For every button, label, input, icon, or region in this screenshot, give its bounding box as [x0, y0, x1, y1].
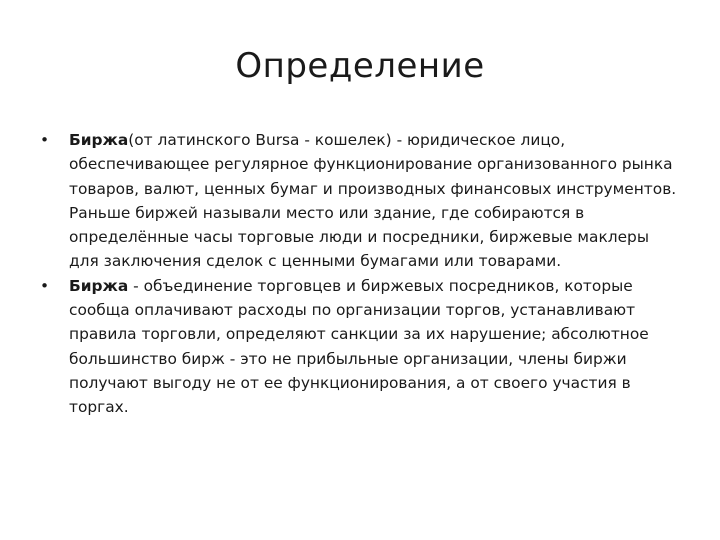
bullet-item-definition-2 — [38, 274, 678, 420]
definition-body-text: обеспечивающее регулярное функционирование организованного рынка товаров, валют, ценных бумаг и производных финансовых инструментов. Раньше биржей называли место или здание, где собираются в определённые часы торговые люди и посредники, биржевые маклеры для заключения сделок с ценными бумагами или товарами. — [69, 155, 677, 271]
term: Биржа — [69, 131, 129, 149]
term: Биржа — [69, 276, 129, 295]
bullet-item-definition-1 — [38, 128, 678, 274]
bullet-marker: • — [40, 131, 50, 149]
bullet-marker: • — [40, 276, 50, 295]
etymology-text: (от латинского Bursa - кошелек) — [128, 131, 392, 149]
definition-lead-text: - юридическое лицо, — [391, 131, 566, 149]
slide-title: Определение — [235, 46, 485, 86]
bullet-list — [38, 128, 678, 420]
definition-text: - объединение торговцев и биржевых посредников, которые сообща оплачивают расходы по организации торгов, устанавливают правила торговли, определяют санкции за их нарушение; абсолютное большинство бирж - это не прибыльные организации, члены биржи получают выгоду не от ее функционирования, а от своего участия в торгах. — [69, 276, 649, 417]
